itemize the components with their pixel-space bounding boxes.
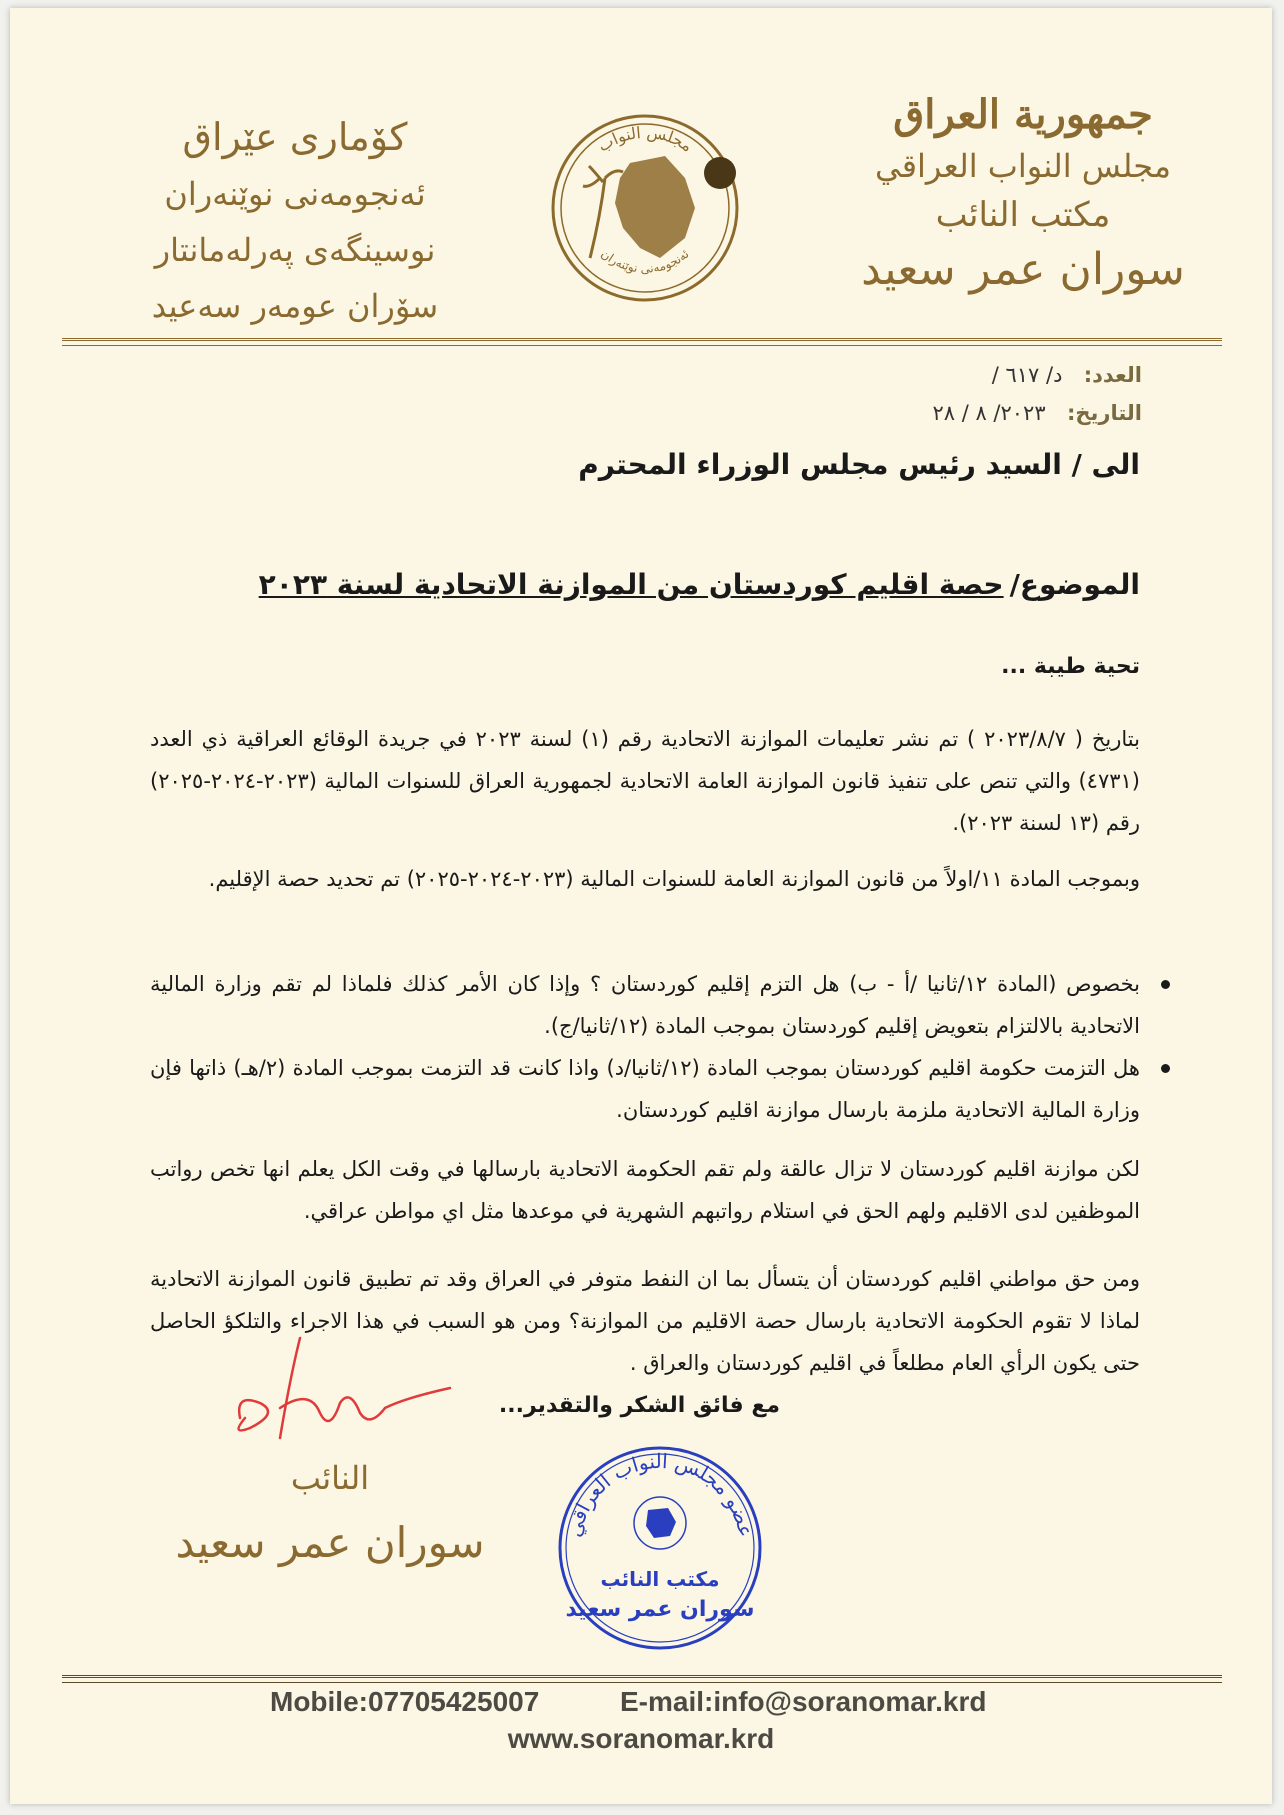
- stamp-line-1: مكتب النائب: [600, 1567, 720, 1591]
- kurdish-country: كۆماری عێراق: [182, 115, 408, 159]
- number-label: العدد:: [1083, 363, 1142, 387]
- list-item: بخصوص (المادة ١٢/ثانيا /أ - ب) هل التزم إقليم كوردستان ؟ وإذا كان الأمر كذلك فلماذا لم تقم وزارة المالية الاتحادية بالالتزام بتعويض إقليم كوردستان بموجب المادة (١٢/ثانيا/ج).: [150, 963, 1140, 1047]
- number-value: د/ ٦١٧ /: [991, 363, 1063, 387]
- kurdish-name: سۆران عومەر سەعید: [151, 287, 439, 325]
- signature-title: النائب: [290, 1459, 370, 1497]
- footer-divider: [62, 1675, 1222, 1678]
- letter-number: [842, 363, 1142, 387]
- questions-list: [150, 963, 1175, 1131]
- kurdish-council: ئەنجومەنی نوێنەران: [164, 175, 426, 213]
- subject-line: [150, 568, 1140, 601]
- handwritten-signature-icon: [220, 1318, 460, 1468]
- paragraph-1: بتاريخ ( ٢٠٢٣/٨/٧ ) تم نشر تعليمات الموازنة الاتحادية رقم (١) لسنة ٢٠٢٣ في جريدة الوقائع العراقية ذي العدد (٤٧٣١) والتي تنص على تنفيذ قانون الموازنة العامة الاتحادية لجمهورية العراق للسنوات المالية (٢٠٢٣-٢٠٢٤-٢٠٢٥) رقم (١٣ لسنة ٢٠٢٣).: [150, 727, 1140, 835]
- footer-divider-thin: [62, 1682, 1222, 1683]
- header-divider-thin: [62, 345, 1222, 346]
- letterhead-name: سوران عمر سعيد: [861, 244, 1185, 295]
- letterhead-council: مجلس النواب العراقي: [875, 147, 1171, 185]
- header-divider: [62, 338, 1222, 341]
- letterhead-country: جمهورية العراق: [893, 91, 1153, 138]
- signature-block: [150, 1448, 510, 1578]
- signature-name: سوران عمر سعيد: [175, 1518, 485, 1567]
- stamp-ring-text: عضو مجلس النواب العراقي: [561, 1448, 759, 1540]
- letter-sheet: [10, 8, 1272, 1804]
- list-item: هل التزمت حكومة اقليم كوردستان بموجب المادة (١٢/ثانيا/د) واذا كانت قد التزمت بموجب المادة (٢/هـ) ذاتها فإن وزارة المالية الاتحادية ملزمة بارسال موازنة اقليم كوردستان.: [150, 1047, 1140, 1131]
- letterhead-office: مكتب النائب: [935, 195, 1111, 235]
- kurdish-letterhead: [125, 108, 465, 334]
- recipient-line: الى / السيد رئيس مجلس الوزراء المحترم: [578, 448, 1140, 481]
- footer-email: E-mail:info@soranomar.krd: [620, 1686, 987, 1717]
- paragraph-2: وبموجب المادة ١١/اولاً من قانون الموازنة العامة للسنوات المالية (٢٠٢٣-٢٠٢٤-٢٠٢٥) تم تحديد حصة الإقليم.: [208, 867, 1140, 891]
- footer-mobile: Mobile:07705425007: [270, 1686, 540, 1717]
- parliament-emblem-icon: [545, 108, 745, 308]
- emblem-top-text: مجلس النواب: [594, 122, 697, 156]
- office-stamp: [550, 1438, 770, 1658]
- subject-label: الموضوع/: [1009, 568, 1140, 601]
- closing-line: مع فائق الشكر والتقدير...: [498, 1393, 780, 1418]
- footer-website: www.soranomar.krd: [507, 1723, 775, 1754]
- arabic-letterhead: [858, 88, 1188, 300]
- letter-date: [842, 401, 1142, 425]
- paragraph-3: لكن موازنة اقليم كوردستان لا تزال عالقة ولم تقم الحكومة الاتحادية بارسالها في وقت الكل يعلم انها تخص رواتب الموظفين لدى الاقليم ولهم الحق في استلام رواتبهم الشهرية في موعدها مثل اي مواطن عراقي.: [150, 1157, 1140, 1223]
- date-value: ٢٠٢٣/ ٨ / ٢٨: [932, 401, 1046, 425]
- kurdish-office: نوسینگەی پەرلەمانتار: [154, 231, 436, 269]
- stamp-line-2: سوران عمر سعيد: [565, 1597, 755, 1622]
- emblem-bottom-text: ئەنجومەنی نوێنەران: [598, 246, 692, 276]
- greeting: تحية طيبة ...: [1001, 654, 1140, 679]
- date-label: التاريخ:: [1066, 401, 1142, 425]
- subject-value: حصة اقليم كوردستان من الموازنة الاتحادية لسنة ٢٠٢٣: [258, 568, 1004, 601]
- paragraph-4: ومن حق مواطني اقليم كوردستان أن يتسأل بما ان النفط متوفر في العراق وقد تم تطبيق قانون الموازنة الاتحادية لماذا لا تقوم الحكومة الاتحادية بارسال حصة الاقليم من الموازنة؟ ومن هو السبب في هذا الاجراء والتلكؤ الحاصل حتى يكون الرأي العام مطلعاً في اقليم كوردستان والعراق .: [150, 1267, 1140, 1375]
